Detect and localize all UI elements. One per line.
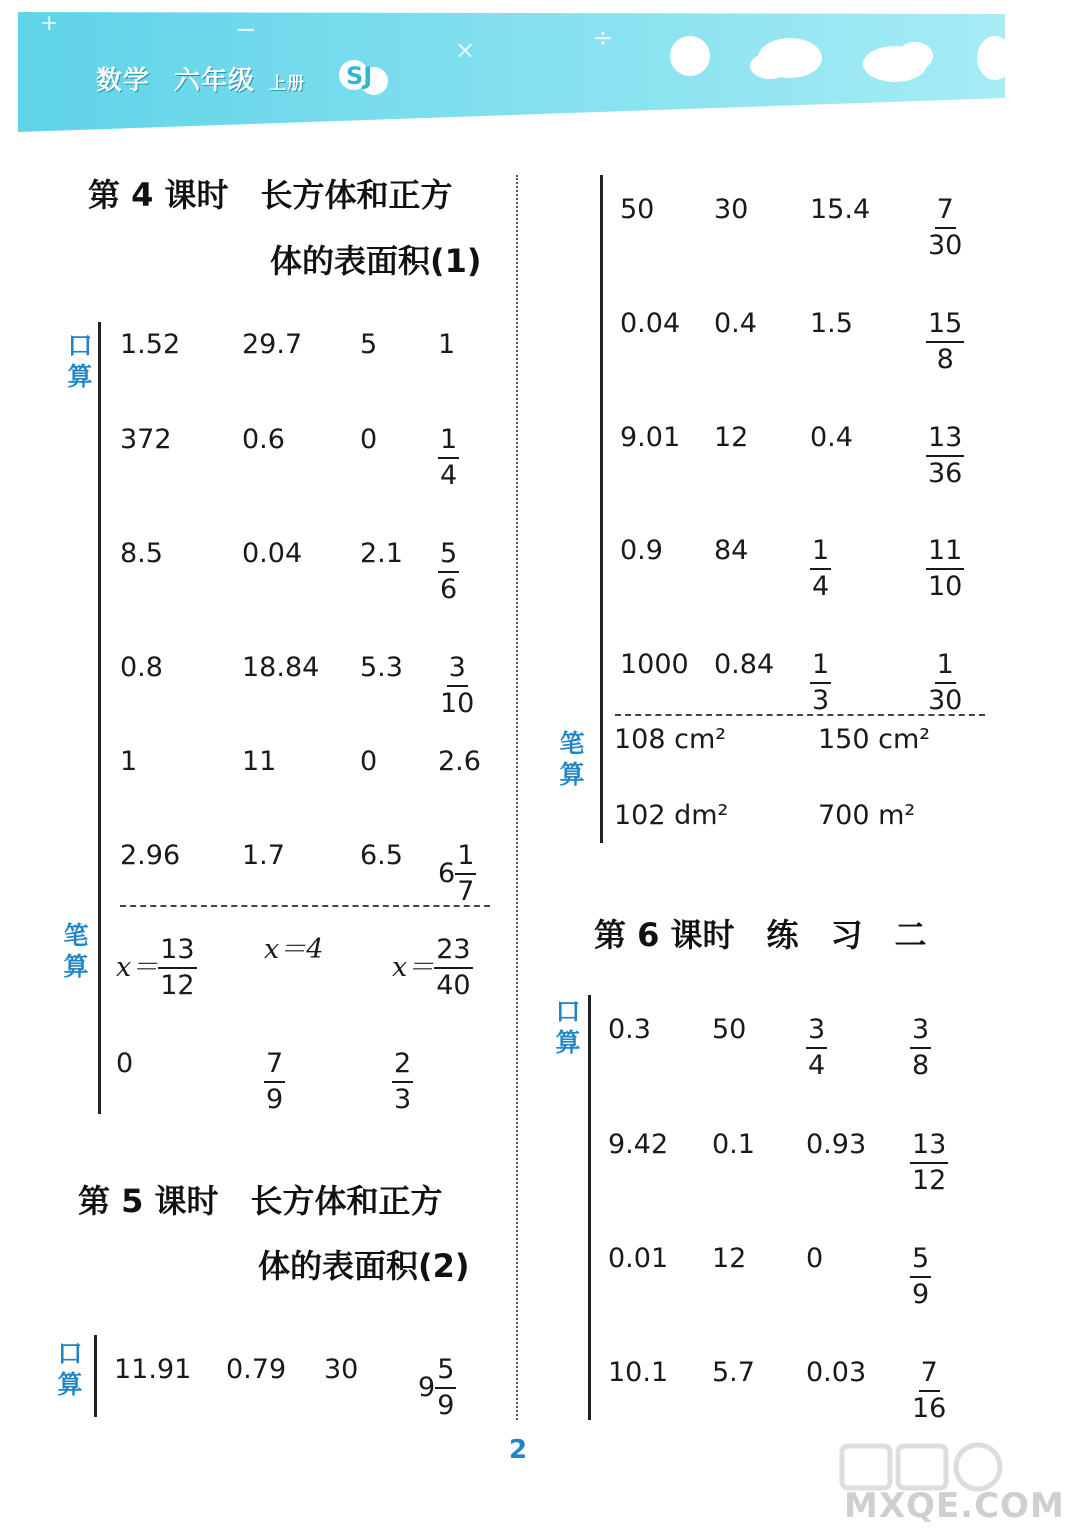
s6-oral-r0-c2-numerator: 3 <box>806 1013 827 1049</box>
section5-bracket-right <box>600 175 603 843</box>
header-volume: 上册 <box>269 74 306 94</box>
s5-oral-right-r2-c2: 0.4 <box>810 422 853 453</box>
section4-bracket <box>98 322 101 1114</box>
svg-text:+: + <box>40 11 59 36</box>
s4-oral-r4-c3: 2.6 <box>438 746 481 777</box>
section4-title-line2: 体的表面积(1) <box>270 242 482 280</box>
section5-bracket-left <box>94 1335 97 1417</box>
s5-oral-right-r0-c2: 15.4 <box>810 194 871 225</box>
s4-oral-r1-c2: 0 <box>360 424 378 455</box>
s4-oral-r1-c1: 0.6 <box>242 424 285 455</box>
s6-oral-r2-c1: 12 <box>712 1243 747 1274</box>
s5-oral-right-r2-c1: 12 <box>714 422 749 453</box>
s5-oral-right-r2-c3-numerator: 13 <box>926 421 964 457</box>
s5-oral-left-r0-c3-denominator: 9 <box>437 1390 455 1421</box>
s6-oral-r0-c3-denominator: 8 <box>912 1050 930 1081</box>
s4-oral-r0-c1: 29.7 <box>242 329 303 360</box>
s5-oral-left-r0-c1: 0.79 <box>226 1354 287 1385</box>
s6-oral-r0-c3-numerator: 3 <box>910 1013 931 1049</box>
svg-text:×: × <box>455 36 476 64</box>
s4-written-r1-c2-denominator: 3 <box>394 1084 412 1115</box>
s4-oral-r2-c3-denominator: 6 <box>440 574 458 605</box>
s5-oral-right-r3-c2 <box>810 534 831 604</box>
s6-oral-r3-c2: 0.03 <box>806 1357 867 1388</box>
s5-oral-right-r4-c2-fraction <box>810 648 831 718</box>
s6-oral-r1-c1: 0.1 <box>712 1129 755 1160</box>
s5-oral-right-r4-c2-numerator: 1 <box>810 648 831 684</box>
s6-oral-r0-c1: 50 <box>712 1014 747 1045</box>
s6-oral-r1-c0: 9.42 <box>608 1129 669 1160</box>
s5-oral-right-r3-c2-numerator: 1 <box>810 534 831 570</box>
s5-oral-right-r4-c1: 0.84 <box>714 649 775 680</box>
s6-oral-r2-c3-fraction <box>910 1242 931 1312</box>
s5-oral-right-r3-c3-numerator: 11 <box>926 534 964 570</box>
section4-written-label: 笔算 <box>63 921 89 981</box>
s4-oral-r5-c2: 6.5 <box>360 840 403 871</box>
s5-oral-right-r3-c2-fraction <box>810 534 831 604</box>
s4-oral-r5-c1: 1.7 <box>242 840 285 871</box>
s5-oral-left-r0-c3-fraction <box>435 1353 456 1423</box>
s6-oral-r1-c3-numerator: 13 <box>910 1128 948 1164</box>
section5-title-line1: 第 5 课时 长方体和正方 <box>78 1182 443 1220</box>
s5-oral-right-r0-c3-denominator: 30 <box>928 230 963 261</box>
s5-oral-right-r4-c3-fraction <box>926 648 964 718</box>
s6-oral-r3-c3 <box>910 1356 948 1426</box>
s5-written-r0-c0: 108 cm² <box>614 724 727 755</box>
s4-oral-r3-c0: 0.8 <box>120 652 163 683</box>
s4-written-r1-c0: 0 <box>116 1048 134 1079</box>
s4-written-r1-c1 <box>264 1047 285 1117</box>
s4-written-r1-c1-denominator: 9 <box>266 1084 284 1115</box>
s4-written-r0-c2-fraction <box>434 933 472 1003</box>
s4-oral-r0-c2: 5 <box>360 329 378 360</box>
s5-written-r1-c1: 700 m² <box>818 800 916 831</box>
s4-written-r0-c0-numerator: 13 <box>158 933 196 969</box>
s5-oral-right-r4-c0: 1000 <box>620 649 689 680</box>
s4-oral-r2-c3 <box>438 537 459 607</box>
s6-oral-r2-c3-numerator: 5 <box>910 1242 931 1278</box>
s4-oral-r2-c3-numerator: 5 <box>438 537 459 573</box>
s6-oral-r3-c3-numerator: 7 <box>919 1356 940 1392</box>
s4-oral-r4-c1: 11 <box>242 746 277 777</box>
s6-oral-r1-c2: 0.93 <box>806 1129 867 1160</box>
s4-oral-r5-c0: 2.96 <box>120 840 181 871</box>
s5-oral-right-r1-c2: 1.5 <box>810 308 853 339</box>
s5-oral-right-r3-c3-fraction <box>926 534 964 604</box>
s4-oral-r1-c3-denominator: 4 <box>440 460 458 491</box>
s4-written-r1-c2-fraction <box>392 1047 413 1117</box>
s5-oral-right-r0-c1: 30 <box>714 194 749 225</box>
s6-oral-r0-c2 <box>806 1013 827 1083</box>
s4-written-r1-c2 <box>392 1047 413 1117</box>
s5-oral-left-r0-c3 <box>418 1353 456 1423</box>
s6-oral-r3-c3-denominator: 16 <box>912 1393 947 1424</box>
s6-oral-r2-c0: 0.01 <box>608 1243 669 1274</box>
s4-oral-r3-c1: 18.84 <box>242 652 320 683</box>
section6-title: 第 6 课时 练 习 二 <box>594 916 927 954</box>
s5-oral-right-r4-c3-numerator: 1 <box>935 648 956 684</box>
s4-oral-r3-c3 <box>438 651 476 721</box>
section4-divider <box>120 905 490 907</box>
s5-oral-right-r1-c3-numerator: 15 <box>926 307 964 343</box>
logo-letter-s: SJ <box>346 62 373 90</box>
header-subject: 数学 <box>96 66 151 96</box>
s4-oral-r2-c1: 0.04 <box>242 538 303 569</box>
s5-oral-right-r2-c3-denominator: 36 <box>928 458 963 489</box>
s5-oral-right-r2-c3 <box>926 421 964 491</box>
sj-logo <box>338 55 394 99</box>
s4-oral-r5-c3-whole: 6 <box>438 858 456 889</box>
s5-oral-right-r3-c3-denominator: 10 <box>928 571 963 602</box>
s5-oral-right-r4-c2-denominator: 3 <box>812 685 830 716</box>
s4-oral-r0-c0: 1.52 <box>120 329 181 360</box>
s5-written-r1-c0: 102 dm² <box>614 800 729 831</box>
page-number: 2 <box>508 1435 528 1465</box>
s5-oral-right-r3-c3 <box>926 534 964 604</box>
s5-oral-right-r1-c3-fraction <box>926 307 964 377</box>
s4-oral-r4-c0: 1 <box>120 746 138 777</box>
s5-oral-right-r1-c3-denominator: 8 <box>936 344 954 375</box>
s6-oral-r3-c0: 10.1 <box>608 1357 669 1388</box>
s4-oral-r1-c3-numerator: 1 <box>438 423 459 459</box>
s6-oral-r0-c2-fraction <box>806 1013 827 1083</box>
s5-oral-right-r1-c3 <box>926 307 964 377</box>
s5-oral-left-r0-c3-whole: 9 <box>418 1372 436 1403</box>
svg-text:÷: ÷ <box>592 23 614 53</box>
s4-oral-r2-c3-fraction <box>438 537 459 607</box>
section6-oral-label: 口算 <box>555 997 581 1057</box>
s6-oral-r3-c3-fraction <box>910 1356 948 1426</box>
s5-oral-left-r0-c3-numerator: 5 <box>435 1353 456 1389</box>
s5-oral-right-r0-c3-fraction <box>926 193 964 263</box>
s4-written-r0-c2-numerator: 23 <box>434 933 472 969</box>
s5-oral-right-r4-c3-denominator: 30 <box>928 685 963 716</box>
s6-oral-r2-c3 <box>910 1242 931 1312</box>
s4-oral-r2-c0: 8.5 <box>120 538 163 569</box>
s6-oral-r1-c3-denominator: 12 <box>912 1165 947 1196</box>
s5-oral-right-r4-c3 <box>926 648 964 718</box>
s4-written-r0-c0 <box>116 933 197 1003</box>
section4-title-line1: 第 4 课时 长方体和正方 <box>88 176 453 214</box>
header-title <box>96 60 305 97</box>
section6-bracket <box>588 995 591 1420</box>
section5-written-label: 笔算 <box>559 729 585 789</box>
s4-oral-r2-c2: 2.1 <box>360 538 403 569</box>
s4-written-r0-c1: x＝4 <box>264 934 324 965</box>
s6-oral-r0-c2-denominator: 4 <box>808 1050 826 1081</box>
section5-divider <box>615 714 985 716</box>
s5-written-r0-c1: 150 cm² <box>818 724 931 755</box>
svg-text:−: − <box>235 15 257 45</box>
s4-oral-r5-c3-numerator: 1 <box>455 839 476 875</box>
s4-written-r0-c0-denominator: 12 <box>160 970 195 1001</box>
section4-oral-label: 口算 <box>67 331 93 391</box>
s6-oral-r2-c3-denominator: 9 <box>912 1279 930 1310</box>
s5-oral-right-r0-c3 <box>926 193 964 263</box>
section5-title-line2: 体的表面积(2) <box>258 1247 470 1285</box>
s6-oral-r0-c3-fraction <box>910 1013 931 1083</box>
column-divider <box>516 175 518 1420</box>
s4-oral-r3-c3-denominator: 10 <box>440 688 475 719</box>
s6-oral-r0-c3 <box>910 1013 931 1083</box>
s4-written-r0-c0-fraction <box>158 933 196 1003</box>
s6-oral-r1-c3 <box>910 1128 948 1198</box>
s4-oral-r4-c2: 0 <box>360 746 378 777</box>
s5-oral-right-r2-c3-fraction <box>926 421 964 491</box>
s4-oral-r1-c3 <box>438 423 459 493</box>
watermark-text: MXQE.COM <box>844 1486 1065 1526</box>
s4-oral-r3-c3-fraction <box>438 651 476 721</box>
header-grade: 六年级 <box>174 66 256 96</box>
s4-written-r0-c2-prefix: x＝ <box>392 952 435 983</box>
s4-written-r0-c0-prefix: x＝ <box>116 952 159 983</box>
s4-oral-r0-c3: 1 <box>438 329 456 360</box>
s5-oral-left-r0-c0: 11.91 <box>114 1354 192 1385</box>
s6-oral-r3-c1: 5.7 <box>712 1357 755 1388</box>
s4-oral-r1-c0: 372 <box>120 424 172 455</box>
s4-written-r1-c2-numerator: 2 <box>392 1047 413 1083</box>
s5-oral-right-r2-c0: 9.01 <box>620 422 681 453</box>
s5-oral-left-r0-c2: 30 <box>324 1354 359 1385</box>
s5-oral-right-r3-c0: 0.9 <box>620 535 663 566</box>
s5-oral-right-r3-c1: 84 <box>714 535 749 566</box>
s5-oral-right-r4-c2 <box>810 648 831 718</box>
s4-oral-r3-c2: 5.3 <box>360 652 403 683</box>
s6-oral-r1-c3-fraction <box>910 1128 948 1198</box>
s4-written-r1-c1-numerator: 7 <box>264 1047 285 1083</box>
s4-oral-r5-c3-fraction <box>455 839 476 909</box>
s5-oral-right-r1-c0: 0.04 <box>620 308 681 339</box>
s6-oral-r0-c0: 0.3 <box>608 1014 651 1045</box>
s5-oral-right-r0-c0: 50 <box>620 194 655 225</box>
s4-oral-r3-c3-numerator: 3 <box>447 651 468 687</box>
s4-written-r0-c2 <box>392 933 473 1003</box>
s5-oral-right-r0-c3-numerator: 7 <box>935 193 956 229</box>
s6-oral-r2-c2: 0 <box>806 1243 824 1274</box>
s4-written-r1-c1-fraction <box>264 1047 285 1117</box>
s4-oral-r5-c3 <box>438 839 476 909</box>
s4-oral-r1-c3-fraction <box>438 423 459 493</box>
section5-oral-label: 口算 <box>57 1339 83 1399</box>
s4-written-r0-c2-denominator: 40 <box>436 970 471 1001</box>
s4-oral-r5-c3-denominator: 7 <box>457 876 475 907</box>
s5-oral-right-r3-c2-denominator: 4 <box>812 571 830 602</box>
s5-oral-right-r1-c1: 0.4 <box>714 308 757 339</box>
